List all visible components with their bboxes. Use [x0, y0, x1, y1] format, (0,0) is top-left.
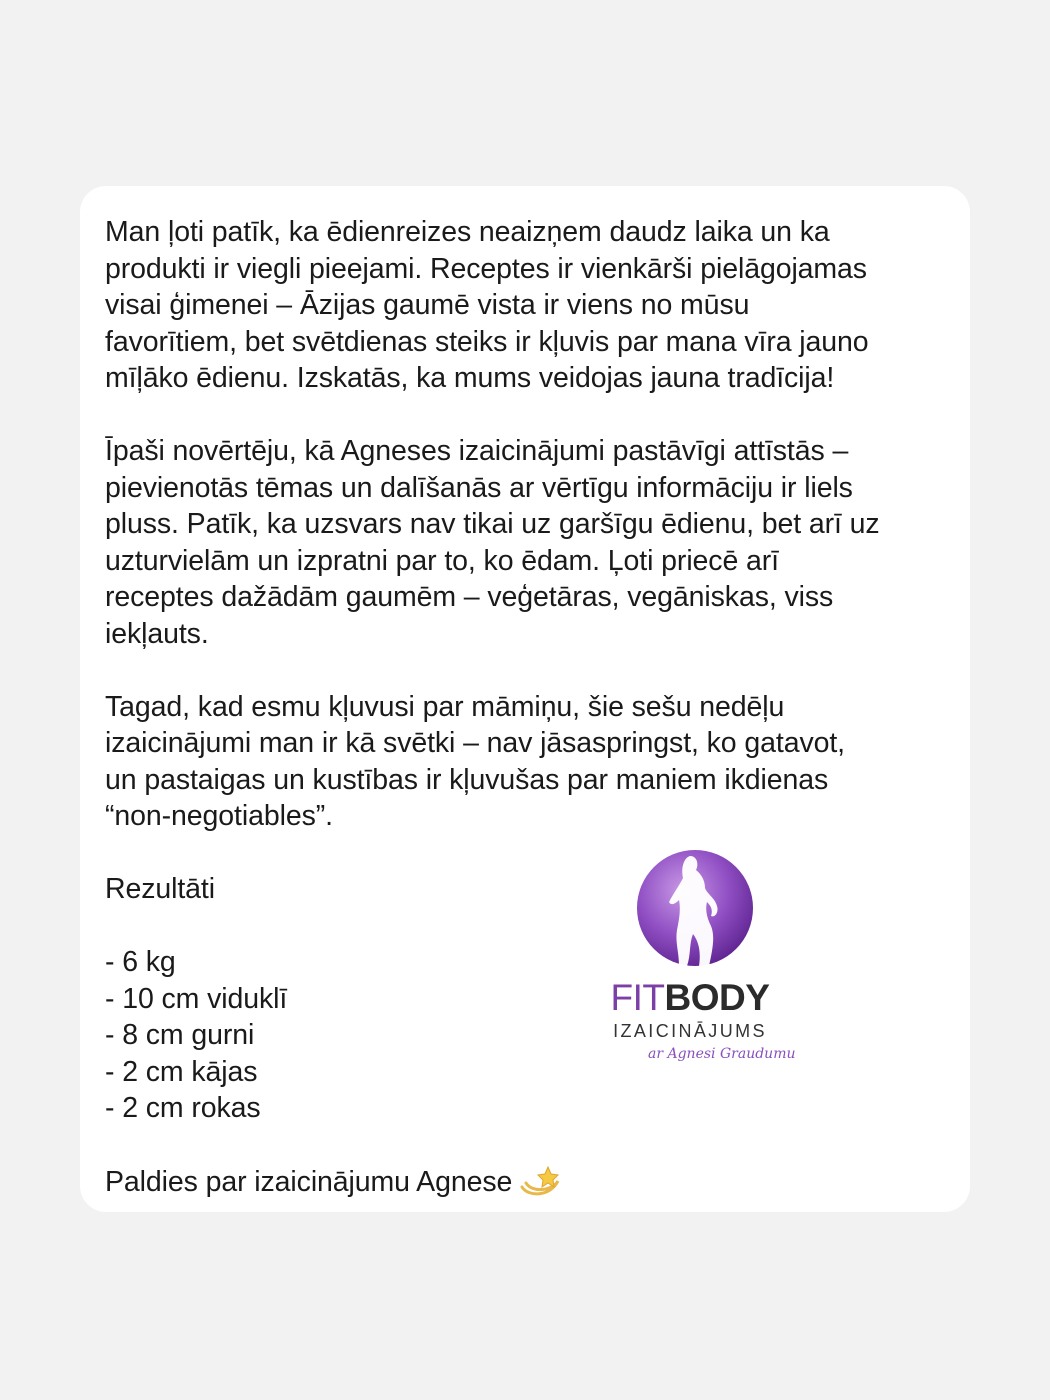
result-item: - 8 cm gurni [105, 1019, 255, 1051]
result-item: - 10 cm viduklī [105, 982, 288, 1015]
paragraph-1: Man ļoti patīk, ka ēdienreizes neaizņem daudz laika un ka produkti ir viegli pieejami. Receptes ir vienkārši pielāgojamas visai ģimenei – Āzijas gaumē vista ir viens no mūsu favorītiem, bet svētdienas steiks ir kļuvis par mana vīra jauno mīļāko ēdienu. Izskatās, ka mums veidojas jauna tradīcija! [105, 216, 869, 394]
results-heading: Rezultāti [105, 873, 215, 905]
paragraph-2: Īpaši novērtēju, kā Agneses izaicinājumi pastāvīgi attīstās – pievienotās tēmas un dalīšanās ar vērtīgu informāciju ir liels pluss. Patīk, ka uzsvars nav tikai uz garšīgu ēdienu, bet arī uz uzturvielām un izpratni par to, ko ēdam. Ļoti priecē arī receptes dažādām gaumēm – veģetāras, vegāniskas, viss iekļauts. [105, 435, 880, 650]
message-card [80, 186, 970, 1212]
logo-signature: ar Agnesi Graudumu [648, 1046, 796, 1062]
fitbody-logo [590, 848, 800, 1078]
closing-text: Paldies par izaicinājumu Agnese [105, 1166, 513, 1198]
result-item: - 6 kg [105, 946, 176, 978]
logo-subtitle: IZAICINĀJUMS [613, 1021, 767, 1041]
closing-line [105, 1163, 950, 1201]
message-text [105, 214, 950, 1201]
result-item: - 2 cm rokas [105, 1092, 261, 1124]
result-item: - 2 cm kājas [105, 1055, 258, 1088]
paragraph-3: Tagad, kad esmu kļuvusi par māmiņu, šie sešu nedēļu izaicinājumi man ir kā svētki – nav jāsaspringst, ko gatavot, un pastaigas un kustības ir kļuvušas par maniem ikdienas “non-negotiables”. [105, 690, 845, 832]
dizzy-star-icon [518, 1163, 562, 1199]
silhouette-logo-icon [635, 848, 755, 968]
logo-fit-text: FIT [610, 977, 665, 1018]
logo-body-text: BODY [664, 977, 770, 1018]
logo-wordmark [590, 978, 790, 1018]
